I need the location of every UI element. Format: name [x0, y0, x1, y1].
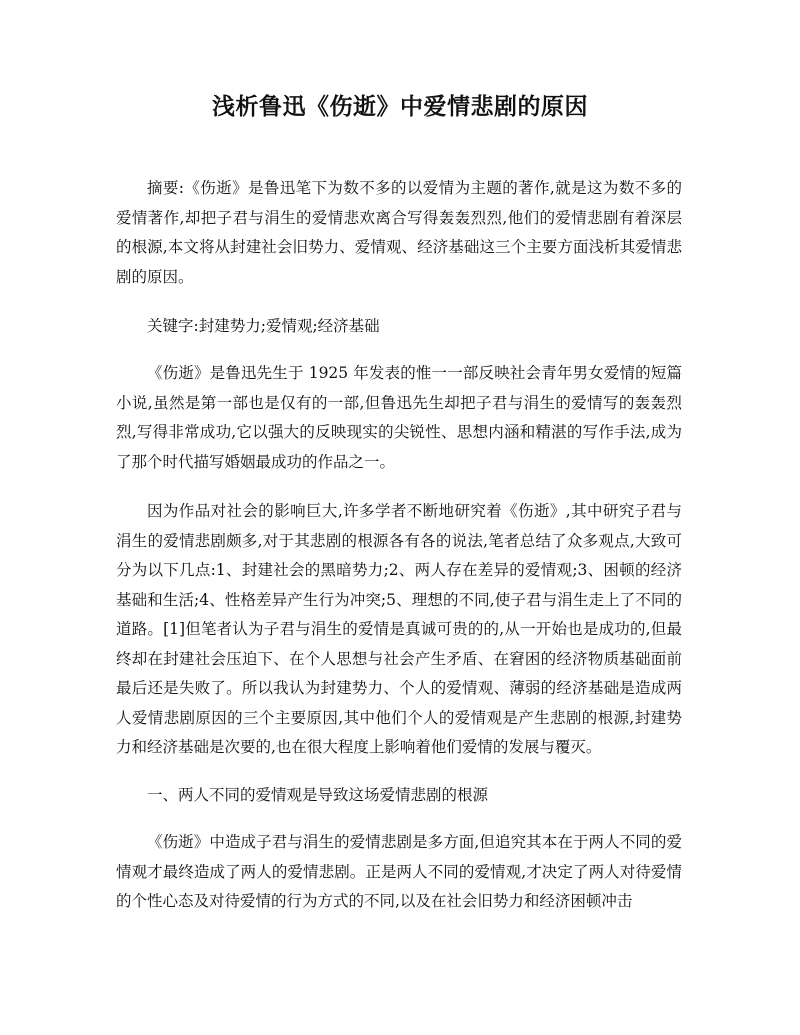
body-paragraph-1: 《伤逝》是鲁迅先生于 1925 年发表的惟一一部反映社会青年男女爱情的短篇小说,虽然是第一部也是仅有的一部,但鲁迅先生却把子君与涓生的爱情写的轰轰烈烈,写得非常成功,它以强大的反映现实的尖锐性、思想内涵和精湛的写作手法,成为了那个时代描写婚姻最成功的作品之一。 [116, 364, 682, 471]
body-paragraph-3: 《伤逝》中造成子君与涓生的爱情悲剧是多方面,但追究其本在于两人不同的爱情观才最终造成了两人的爱情悲剧。正是两人不同的爱情观,才决定了两人对待爱情的个性心态及对待爱情的行为方式的不同,以及在社会旧势力和经济困顿冲击 [116, 833, 682, 910]
keywords-line: 关键字:封建势力;爱情观;经济基础 [147, 317, 380, 335]
abstract-paragraph: 摘要:《伤逝》是鲁迅笔下为数不多的以爱情为主题的著作,就是这为数不多的爱情著作,却把子君与涓生的爱情悲欢离合写得轰轰烈烈,他们的爱情悲剧有着深层的根源,本文将从封建社会旧势力、爱情观、经济基础这三个主要方面浅析其爱情悲剧的原因。 [116, 179, 682, 286]
document-title: 浅析鲁迅《伤逝》中爱情悲剧的原因 [212, 93, 588, 120]
body-paragraph-2: 因为作品对社会的影响巨大,许多学者不断地研究着《伤逝》,其中研究子君与涓生的爱情悲剧颇多,对于其悲剧的根源各有各的说法,笔者总结了众多观点,大致可分为以下几点:1、封建社会的黑暗势力;2、两人存在差异的爱情观;3、困顿的经济基础和生活;4、性格差异产生行为冲突;5、理想的不同,使子君与涓生走上了不同的道路。[1]但笔者认为子君与涓生的爱情是真诚可贵的的,从一开始也是成功的,但最终却在封建社会压迫下、在个人思想与社会产生矛盾、在窘困的经济物质基础面前最后还是失败了。所以我认为封建势力、个人的爱情观、薄弱的经济基础是造成两人爱情悲剧原因的三个主要原因,其中他们个人的爱情观是产生悲剧的根源,封建势力和经济基础是次要的,也在很大程度上影响着他们爱情的发展与覆灭。 [116, 502, 682, 756]
section-heading-1: 一、两人不同的爱情观是导致这场爱情悲剧的根源 [147, 786, 489, 804]
